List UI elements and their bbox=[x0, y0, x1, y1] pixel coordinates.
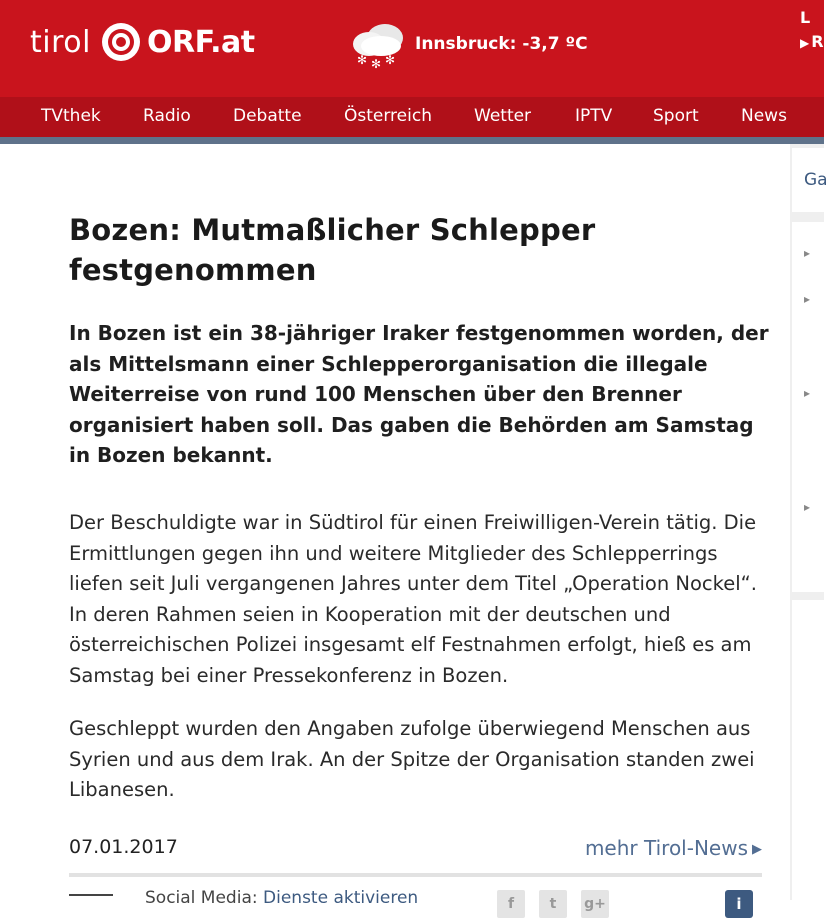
share-bar bbox=[69, 886, 769, 913]
main-nav bbox=[0, 97, 824, 137]
activate-services-link[interactable]: Dienste aktivieren bbox=[263, 888, 419, 908]
article-paragraph: Geschleppt wurden den Angaben zufolge überwiegend Menschen aus Syrien und aus dem Irak. An der Spitze der Organisation standen zwei Libanesen. bbox=[69, 717, 755, 801]
nav-item-radio[interactable]: Radio bbox=[143, 106, 191, 126]
svg-text:✻: ✻ bbox=[357, 53, 368, 67]
svg-text:✻: ✻ bbox=[385, 53, 396, 67]
play-arrow-icon: ▶ bbox=[800, 36, 810, 50]
article-headline: Bozen: Mutmaßlicher Schlepper festgenommen bbox=[69, 213, 596, 287]
weather-widget[interactable] bbox=[345, 20, 588, 71]
info-icon[interactable]: i bbox=[725, 890, 753, 918]
nav-item-sport[interactable]: Sport bbox=[653, 106, 699, 126]
weather-text: Innsbruck: -3,7 ºC bbox=[415, 34, 588, 54]
article-paragraph: Der Beschuldigte war in Südtirol für einen Freiwilligen-Verein tätig. Die Ermittlungen gegen ihn und weitere Mitglieder des Schlepperrings liefen seit Juli vergangenen Jahres unter dem Titel „Operation Nockel“. In deren Rahmen seien in Kooperation mit der deutschen und österreichischen Polizei insgesamt elf Festnahmen erfolgt, hieß es am Samstag bei einer Pressekonferenz in Bozen. bbox=[69, 511, 757, 687]
facebook-icon[interactable]: f bbox=[497, 890, 525, 918]
divider bbox=[69, 873, 762, 877]
article-date: 07.01.2017 bbox=[69, 836, 178, 858]
article bbox=[69, 210, 769, 801]
corner-link-1[interactable]: L bbox=[800, 8, 811, 27]
sidebar-news-list bbox=[792, 222, 824, 592]
google-plus-icon[interactable]: g+ bbox=[581, 890, 609, 918]
brand-site: ORF.at bbox=[146, 24, 255, 60]
site-logo-link[interactable] bbox=[30, 22, 255, 62]
corner-links[interactable] bbox=[788, 6, 824, 55]
play-arrow-icon: ▶ bbox=[752, 842, 762, 857]
share-text: Social Media: Dienste aktivieren bbox=[145, 888, 419, 908]
brand-region: tirol bbox=[30, 24, 91, 60]
nav-item-debatte[interactable]: Debatte bbox=[233, 106, 302, 126]
corner-link-2-label: R bbox=[811, 32, 824, 51]
sidebar-bottom-box bbox=[792, 600, 824, 900]
nav-item-news[interactable]: News bbox=[741, 106, 787, 126]
sidebar-item-arrow-icon[interactable]: ▸ bbox=[804, 386, 811, 400]
snow-cloud-icon bbox=[345, 18, 409, 70]
article-lead: In Bozen ist ein 38-jähriger Iraker festgenommen worden, der als Mittelsmann einer Schlepperorganisation die illegale Weiterreise von rund 100 Menschen über den Brenner organisiert haben soll. Das gaben die Behörden am Samstag in Bozen bekannt. bbox=[69, 321, 769, 467]
nav-divider-stripe bbox=[0, 137, 824, 144]
more-tirol-news-link[interactable] bbox=[585, 836, 762, 860]
sidebar-top-label[interactable]: Ga bbox=[804, 170, 828, 190]
nav-item-tvthek[interactable]: TVthek bbox=[41, 106, 101, 126]
nav-item-oesterreich[interactable]: Österreich bbox=[344, 106, 432, 126]
more-link-label: mehr Tirol-News bbox=[584, 836, 748, 860]
sidebar-item-arrow-icon[interactable]: ▸ bbox=[804, 292, 811, 306]
twitter-icon[interactable]: t bbox=[539, 890, 567, 918]
share-prefix: Social Media bbox=[145, 888, 252, 908]
toggle-switch-icon[interactable] bbox=[69, 894, 113, 906]
sidebar-top-box[interactable] bbox=[792, 148, 828, 212]
orf-eye-logo-icon bbox=[101, 22, 141, 62]
article-meta bbox=[69, 836, 762, 864]
nav-item-wetter[interactable]: Wetter bbox=[474, 106, 532, 126]
sidebar-item-arrow-icon[interactable]: ▸ bbox=[804, 246, 811, 260]
sidebar-item-arrow-icon[interactable]: ▸ bbox=[804, 500, 811, 514]
svg-text:✻: ✻ bbox=[371, 57, 382, 71]
site-header bbox=[0, 0, 824, 97]
corner-link-2[interactable] bbox=[788, 30, 824, 55]
nav-item-iptv[interactable]: IPTV bbox=[575, 106, 613, 126]
